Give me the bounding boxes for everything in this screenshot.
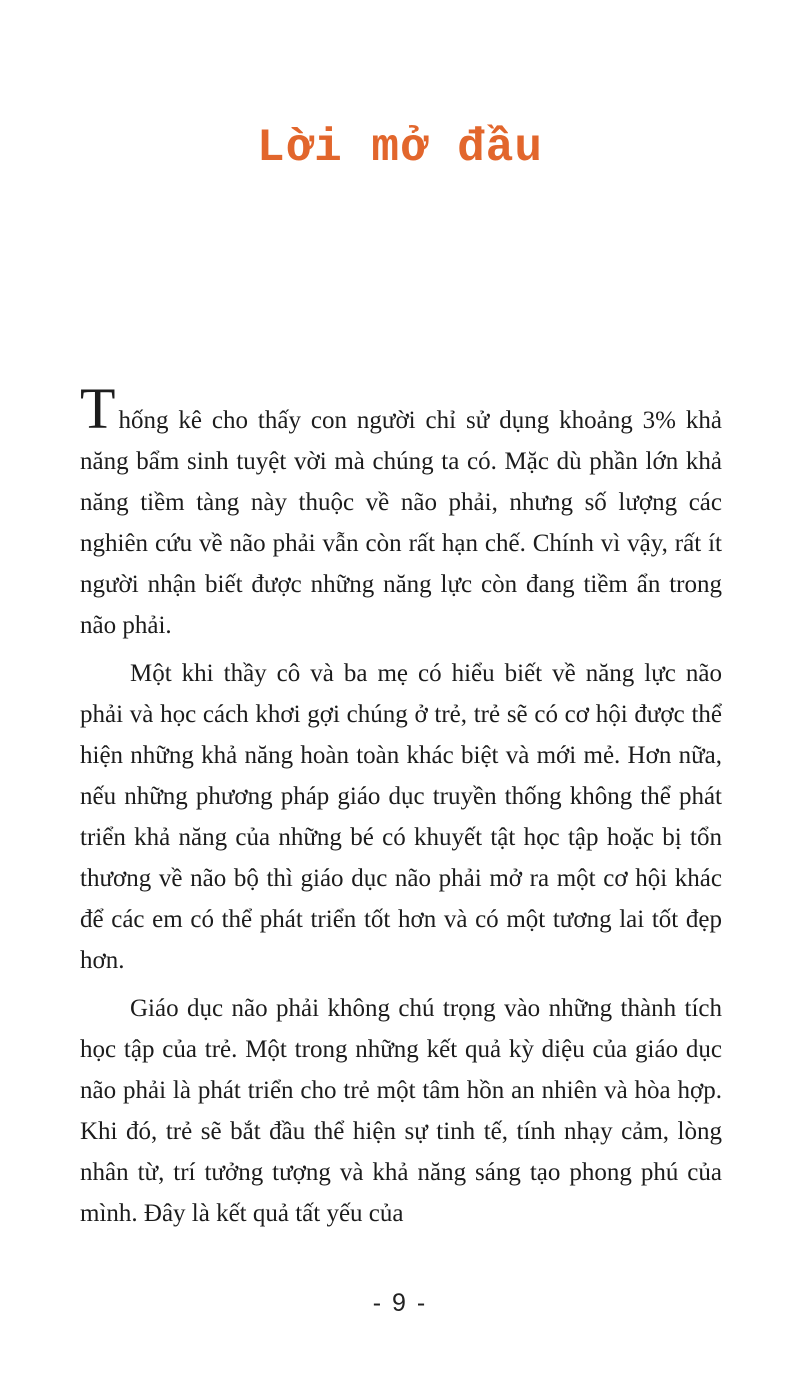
paragraph-2: Một khi thầy cô và ba mẹ có hiểu biết về năng lực não phải và học cách khơi gợi chúng ở trẻ, trẻ sẽ có cơ hội được thể hiện những khả năng hoàn toàn khác biệt và mới mẻ. Hơn nữa, nếu những phương pháp giáo dục truyền thống không thể phát triển khả năng của những bé có khuyết tật học tập hoặc bị tổn thương về não bộ thì giáo dục não phải mở ra một cơ hội khác để các em có thể phát triển tốt hơn và có một tương lai tốt đẹp hơn.	[80, 660, 722, 974]
paragraph-3: Giáo dục não phải không chú trọng vào những thành tích học tập của trẻ. Một trong những kết quả kỳ diệu của giáo dục não phải là phát triển cho trẻ một tâm hồn an nhiên và hòa hợp. Khi đó, trẻ sẽ bắt đầu thể hiện sự tinh tế, tính nhạy cảm, lòng nhân từ, trí tưởng tượng và khả năng sáng tạo phong phú của mình. Đây là kết quả tất yếu của	[80, 995, 722, 1227]
page-number: - 9 -	[372, 1289, 428, 1317]
chapter-title: Lời mở đầu	[256, 122, 544, 174]
drop-cap-letter: T	[80, 376, 116, 441]
body-text	[80, 376, 722, 1234]
paragraph-1-text: hống kê cho thấy con người chỉ sử dụng khoảng 3% khả năng bẩm sinh tuyệt vời mà chúng ta có. Mặc dù phần lớn khả năng tiềm tàng này thuộc về não phải, nhưng số lượng các nghiên cứu về não phải vẫn còn rất hạn chế. Chính vì vậy, rất ít người nhận biết được những năng lực còn đang tiềm ẩn trong não phải.	[80, 407, 722, 639]
paragraph-1	[80, 376, 722, 646]
